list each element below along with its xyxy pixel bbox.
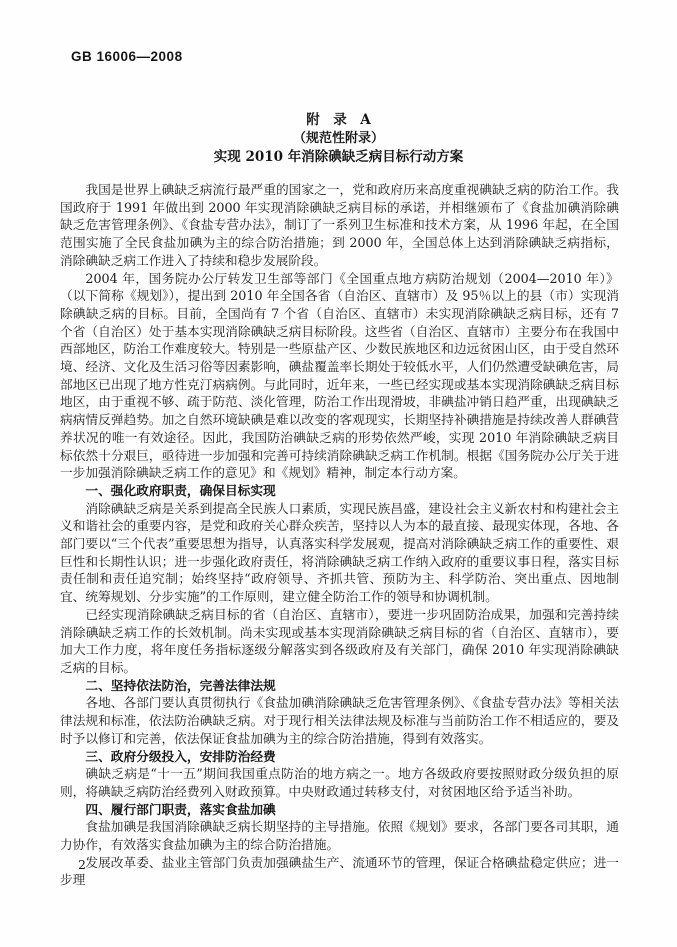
body-paragraph: 我国是世界上碘缺乏病流行最严重的国家之一，党和政府历来高度重视碘缺乏病的防治工作。我国政府于 1991 年做出到 2000 年实现消除碘缺乏病目标的承诺，并相继颁布了《食盐加碘消除碘缺乏危害管理条例》、《食盐专营办法》，制订了一系列卫生标准和技术方案，从 1996 年起，在全国范围实施了全民食盐加碘为主的综合防治措施；到 2000 年，全国总体上达到消除碘缺乏病指标，消除碘缺乏病工作进入了持续和稳步发展阶段。 (60, 182, 619, 268)
body-paragraph: 各地、各部门要认真贯彻执行《食盐加碘消除碘缺乏危害管理条例》、《食盐专营办法》等相关法律法规和标准，依法防治碘缺乏病。对于现行相关法律法规及标准与当前防治工作不相适应的，要及时予以修订和完善，依法保证食盐加碘为主的综合防治措施，得到有效落实。 (60, 695, 619, 746)
document-body (60, 181, 619, 889)
body-paragraph: 已经实现消除碘缺乏病目标的省（自治区、直辖市），要进一步巩固防治成果，加强和完善持续消除碘缺乏病工作的长效机制。尚未实现或基本实现消除碘缺乏病目标的省（自治区、直辖市），要加大工作力度，将年度任务指标逐级分解落实到各级政府及有关部门，确保 2010 年实现消除碘缺乏病的目标。 (60, 606, 619, 675)
body-paragraph: 碘缺乏病是“十一五”期间我国重点防治的地方病之一。地方各级政府要按照财政分级负担的原则，将碘缺乏病防治经费列入财政预算。中央财政通过转移支付，对贫困地区给予适当补助。 (60, 766, 619, 799)
body-paragraph: 食盐加碘是我国消除碘缺乏病长期坚持的主导措施。依照《规划》要求，各部门要各司其职，通力协作，有效落实食盐加碘为主的综合防治措施。 (60, 819, 619, 853)
section-heading: 一、强化政府职责，确保目标实现 (85, 482, 276, 498)
section-heading: 二、坚持依法防治，完善法律法规 (85, 677, 276, 693)
body-paragraph: 2004 年，国务院办公厅转发卫生部等部门《全国重点地方病防治规划（2004—2010 年）》（以下简称《规划》），提出到 2010 年全国各省（自治区、直辖市）及 95％以上的县（市）实现消除碘缺乏病的目标。目前，全国尚有 7 个省（自治区、直辖市）未实现消除碘缺乏病目标，还有 7 个省（自治区）处于基本实现消除碘缺乏病目标阶段。这些省（自治区、直辖市）主要分布在我国中西部地区，防治工作难度较大。特别是一些原盐产区、少数民族地区和边远贫困山区，由于受自然环境、经济、文化及生活习俗等因素影响，碘盐覆盖率长期处于较低水平，人们仍然遭受缺碘危害，局部地区已出现了地方性克汀病病例。与此同时，近年来，一些已经实现或基本实现消除碘缺乏病目标地区，由于重视不够、疏于防范、淡化管理，防治工作出现滑坡，非碘盐冲销日趋严重，出现碘缺乏病病情反弹趋势。加之自然环境缺碘是难以改变的客观现实，长期坚持补碘措施是持续改善人群碘营养状况的唯一有效途径。因此，我国防治碘缺乏病的形势依然严峻，实现 2010 年消除碘缺乏病目标依然十分艰巨，亟待进一步加强和完善可持续消除碘缺乏病工作机制。根据《国务院办公厅关于进一步加强消除碘缺乏病工作的意见》和《规划》精神，制定本行动方案。 (60, 270, 619, 481)
section-heading: 四、履行部门职责，落实食盐加碘 (85, 801, 276, 817)
appendix-type-label: （规范性附录） (292, 130, 384, 146)
body-paragraph: 发展改革委、盐业主管部门负责加强碘盐生产、流通环节的管理，保证合格碘盐稳定供应；进一步理 (60, 854, 619, 888)
section-heading: 三、政府分级投入，安排防治经费 (85, 748, 276, 764)
body-paragraph: 消除碘缺乏病是关系到提高全民族人口素质，实现民族昌盛，建设社会主义新农村和构建社会主义和谐社会的重要内容，是党和政府关心群众疾苦，坚持以人为本的最直接、最现实体现，各地、各部门要以“三个代表”重要思想为指导，认真落实科学发展观，提高对消除碘缺乏病工作的重要性、艰巨性和长期性认识；进一步强化政府责任，将消除碘缺乏病工作纳入政府的重要议事日程，落实目标责任制和责任追究制；始终坚持“政府领导、齐抓共管、预防为主、科学防治、突出重点、因地制宜、统筹规划、分步实施”的工作原则，建立健全防治工作的领导和协调机制。 (60, 500, 619, 605)
title-block (0, 111, 677, 167)
standard-number: GB 16006—2008 (71, 49, 183, 64)
document-title: 实现 2010 年消除碘缺乏病目标行动方案 (213, 149, 464, 165)
appendix-title: 附 录 A (306, 112, 371, 128)
page-number: 2 (78, 857, 86, 872)
